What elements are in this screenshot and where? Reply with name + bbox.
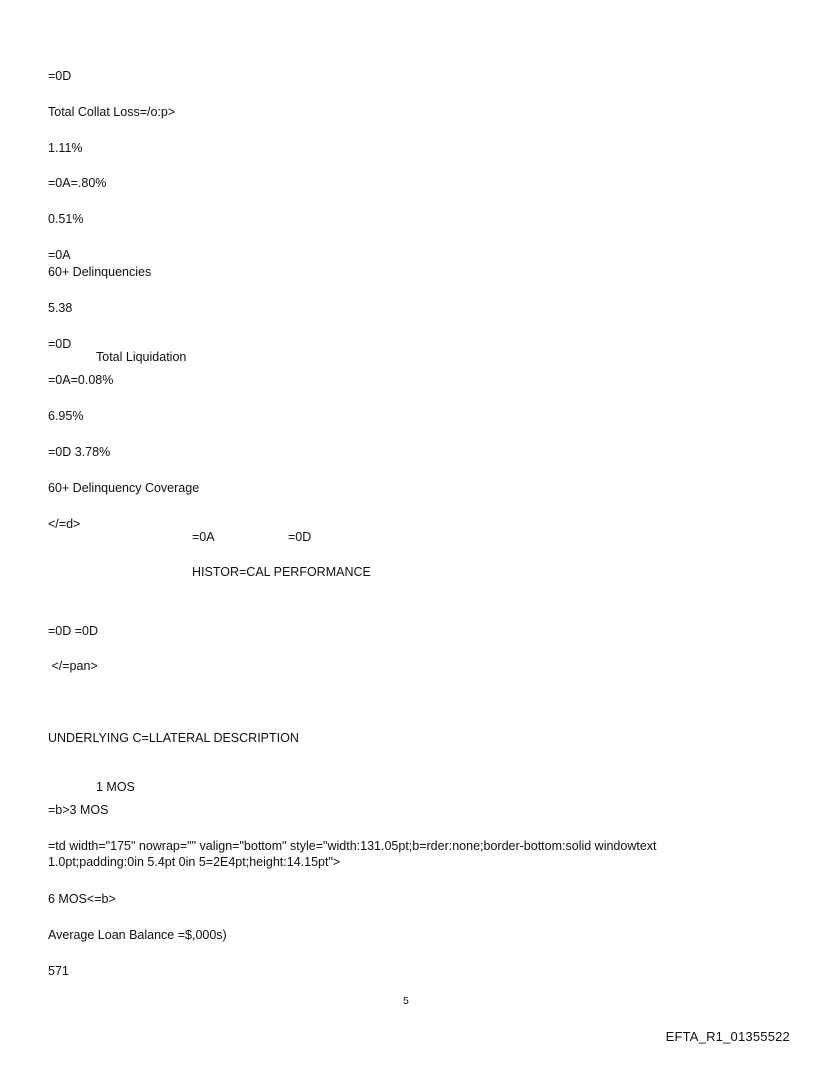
- text-line-1: =0D: [48, 69, 72, 83]
- text-line-12: 60+ Delinquency Coverage: [48, 481, 200, 495]
- text-line-8b: Total Liquidation: [96, 349, 187, 364]
- text-line-13c: =0D: [288, 529, 312, 544]
- text-line-3: 1.11%: [48, 141, 83, 155]
- section-heading-historical-performance: HISTOR=CAL PERFORMANCE: [192, 564, 371, 579]
- text-line-7: 5.38: [48, 301, 73, 315]
- text-line-19: =b>3 MOS: [48, 803, 109, 817]
- text-line-18: 1 MOS: [96, 779, 135, 794]
- text-line-11: =0D 3.78%: [48, 445, 111, 459]
- text-line-23: 571: [48, 964, 69, 978]
- text-line-6a: =0A: [48, 248, 71, 262]
- text-line-4: =0A=.80%: [48, 176, 107, 190]
- text-line-5: 0.51%: [48, 212, 84, 226]
- text-line-10: 6.95%: [48, 409, 84, 423]
- text-line-20: =td width="175" nowrap="" valign="bottom" style="width:131.05pt;b=rder:none;border-bottom:solid windowtext 1.0pt;padding:0in 5.4pt 0in 5=2E4pt;height:14.15pt">: [48, 839, 657, 869]
- text-line-21: 6 MOS<=b>: [48, 892, 116, 906]
- text-line-8a: =0D: [48, 337, 72, 351]
- text-line-9: =0A=0.08%: [48, 373, 114, 387]
- page-number: 5: [403, 995, 409, 1007]
- section-heading-underlying-collateral: UNDERLYING C=LLATERAL DESCRIPTION: [48, 731, 299, 745]
- text-line-13a: </=d>: [48, 517, 81, 531]
- text-line-16: </=pan>: [48, 659, 98, 673]
- text-line-13b: =0A: [192, 529, 215, 544]
- text-line-15: =0D =0D: [48, 624, 99, 638]
- document-id: EFTA_R1_01355522: [665, 1029, 790, 1044]
- text-line-2: Total Collat Loss=/o:p>: [48, 105, 176, 119]
- text-line-22: Average Loan Balance =$,000s): [48, 928, 227, 942]
- text-line-6b: 60+ Delinquencies: [48, 265, 152, 279]
